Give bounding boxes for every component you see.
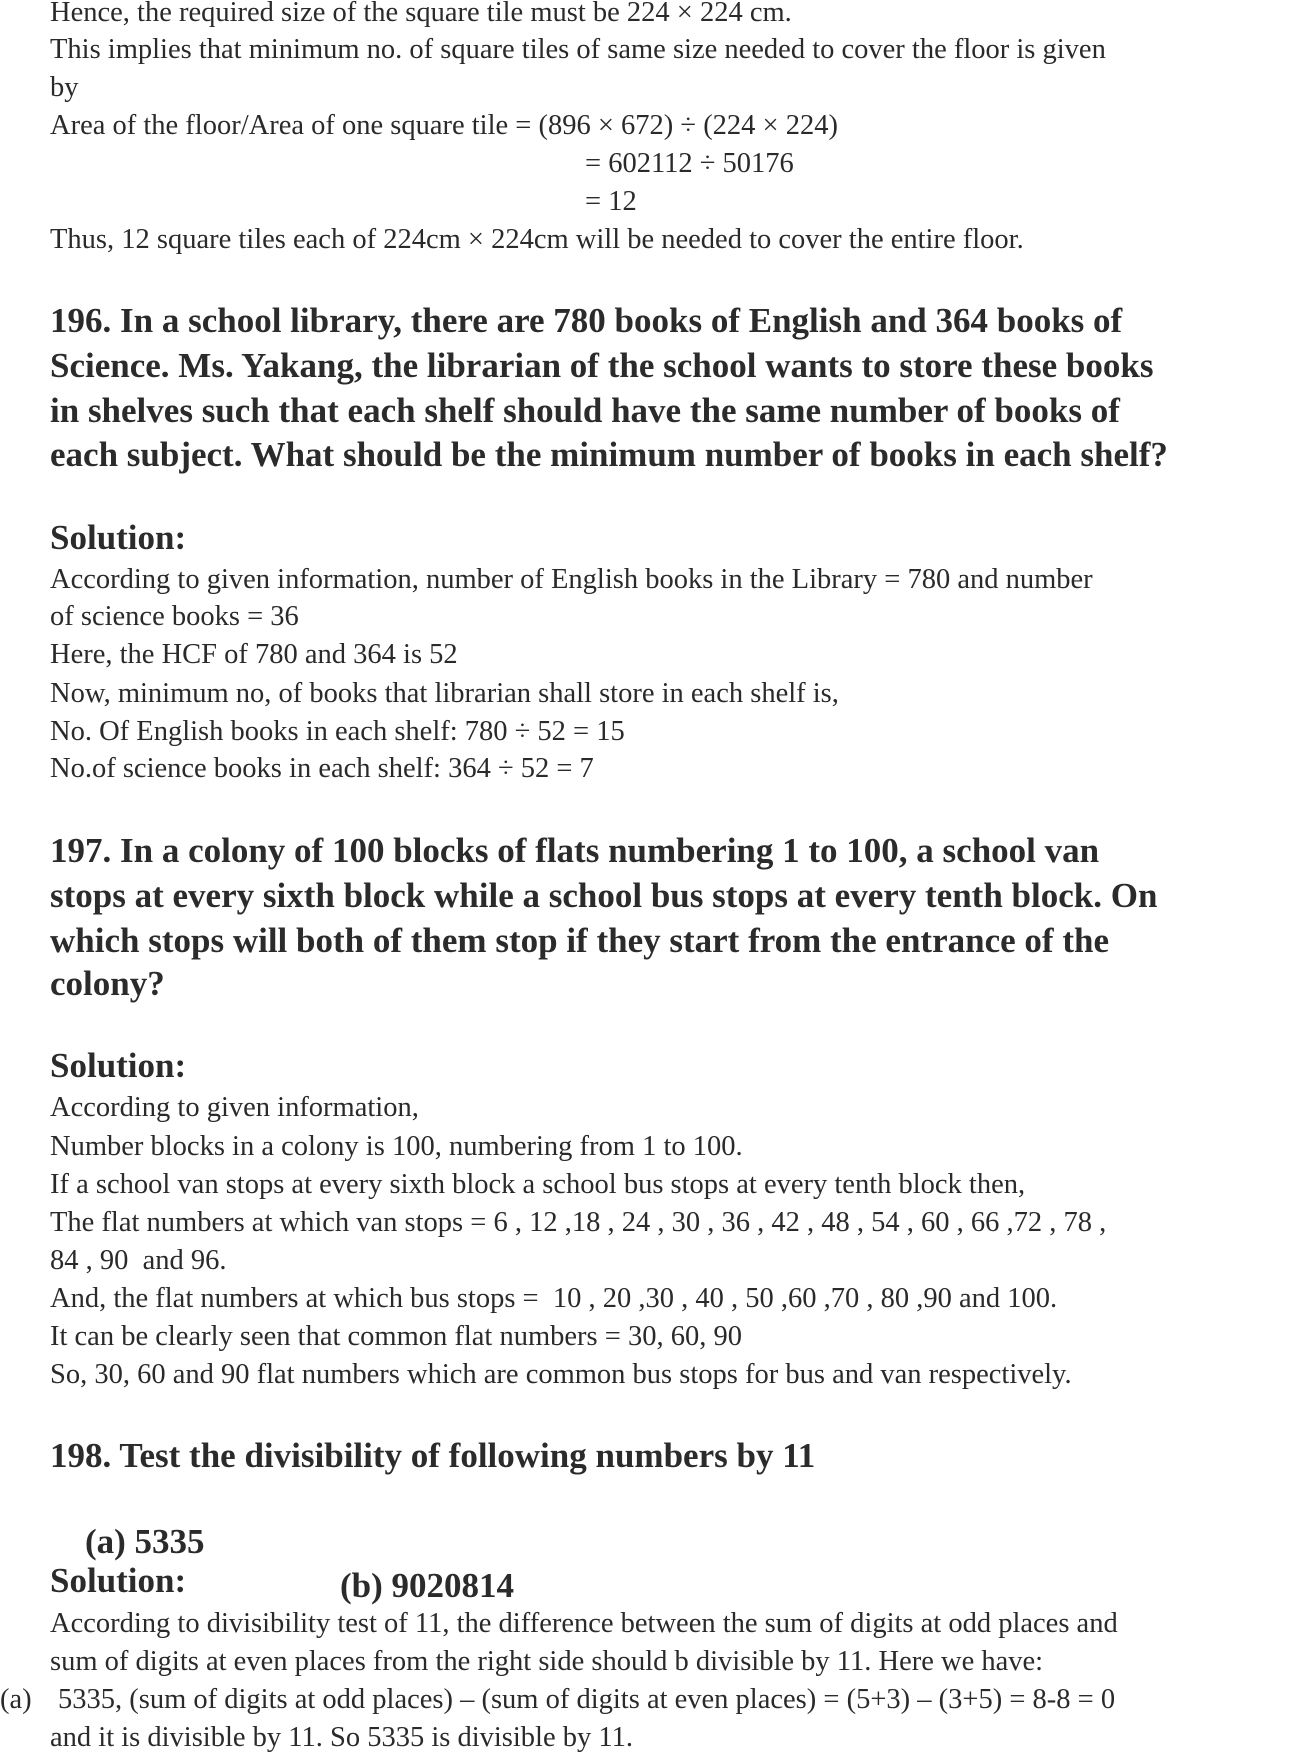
question-text-line: stops at every sixth block while a school bus stops at every tenth block. On: [50, 876, 1158, 915]
solution-text-line: So, 30, 60 and 90 flat numbers which are common bus stops for bus and van respectively.: [50, 1359, 1072, 1390]
question-text-line: 197. In a colony of 100 blocks of flats numbering 1 to 100, a school van: [50, 831, 1100, 870]
solution-text-line: by: [50, 72, 79, 103]
question-text-line: Science. Ms. Yakang, the librarian of the school wants to store these books: [50, 346, 1154, 385]
solution-text-line: Now, minimum no, of books that librarian shall store in each shelf is,: [50, 678, 839, 709]
solution-text-line: 5335, (sum of digits at odd places) – (sum of digits at even places) = (5+3) – (3+5) = 8-8 = 0: [58, 1684, 1116, 1715]
solution-text-line: Hence, the required size of the square tile must be 224 × 224 cm.: [50, 0, 792, 28]
solution-text-line: According to divisibility test of 11, the difference between the sum of digits at odd places and: [50, 1608, 1118, 1639]
question-text-line: 198. Test the divisibility of following numbers by 11: [50, 1436, 816, 1475]
solution-text-line: Number blocks in a colony is 100, numbering from 1 to 100.: [50, 1131, 743, 1162]
solution-text-line: And, the flat numbers at which bus stops = 10 , 20 ,30 , 40 , 50 ,60 ,70 , 80 ,90 and 100.: [50, 1283, 1058, 1314]
solution-text-line: Here, the HCF of 780 and 364 is 52: [50, 639, 458, 670]
question-text-line: colony?: [50, 964, 165, 1003]
question-text-line: 196. In a school library, there are 780 books of English and 364 books of: [50, 301, 1123, 340]
solution-text-line: It can be clearly seen that common flat numbers = 30, 60, 90: [50, 1321, 742, 1352]
solution-heading: Solution:: [50, 1561, 187, 1600]
equation-line: = 602112 ÷ 50176: [585, 148, 794, 179]
question-text-line: which stops will both of them stop if they start from the entrance of the: [50, 921, 1109, 960]
solution-text-line: sum of digits at even places from the right side should b divisible by 11. Here we have:: [50, 1646, 1044, 1677]
solution-text-line: 84 , 90 and 96.: [50, 1245, 227, 1276]
solution-text-line: According to given information,: [50, 1092, 419, 1123]
solution-text-line: This implies that minimum no. of square tiles of same size needed to cover the floor is given: [50, 34, 1106, 65]
solution-text-line: According to given information, number of English books in the Library = 780 and number: [50, 564, 1093, 595]
solution-text-line: No.of science books in each shelf: 364 ÷ 52 = 7: [50, 753, 594, 784]
solution-conclusion: Thus, 12 square tiles each of 224cm × 224cm will be needed to cover the entire floor.: [50, 224, 1024, 255]
question-text-line: in shelves such that each shelf should have the same number of books of: [50, 391, 1120, 430]
question-text-line: each subject. What should be the minimum number of books in each shelf?: [50, 435, 1168, 474]
solution-heading: Solution:: [50, 518, 187, 557]
solution-text-line: If a school van stops at every sixth block a school bus stops at every tenth block then,: [50, 1169, 1026, 1200]
solution-text-line: The flat numbers at which van stops = 6 , 12 ,18 , 24 , 30 , 36 , 42 , 48 , 54 , 60 , 66 ,72 , 78 ,: [50, 1207, 1107, 1238]
solution-text-line: of science books = 36: [50, 601, 299, 632]
equation-line: Area of the floor/Area of one square tile = (896 × 672) ÷ (224 × 224): [50, 110, 838, 141]
option-b: (b) 9020814: [340, 1566, 515, 1605]
solution-text-line: and it is divisible by 11. So 5335 is divisible by 11.: [50, 1722, 633, 1753]
solution-heading: Solution:: [50, 1046, 187, 1085]
solution-text-line: No. Of English books in each shelf: 780 ÷ 52 = 15: [50, 716, 625, 747]
option-a: (a) 5335: [85, 1522, 205, 1561]
list-marker-a: (a): [0, 1684, 32, 1715]
equation-line: = 12: [585, 186, 637, 217]
